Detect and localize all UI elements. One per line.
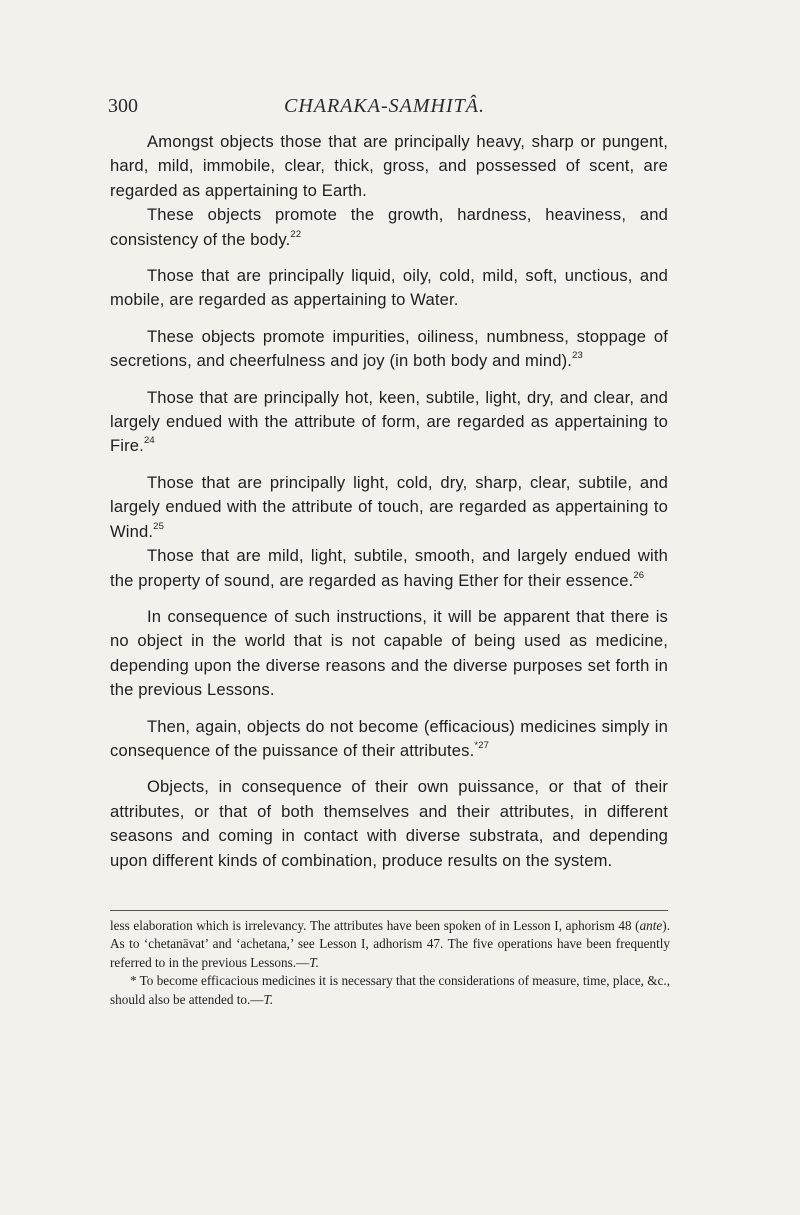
paragraph-water-effects: These objects promote impurities, oiliness, numbness, stoppage of secretions, and cheerfulness and joy (in both body and mind).$^{23}$ <box>110 326 668 371</box>
running-title: CHARAKA-SAMHITÂ. <box>284 95 485 117</box>
footnote-ref: 25 <box>153 520 165 532</box>
paragraph-fire: Those that are principally hot, keen, subtile, light, dry, and clear, and largely endued with the attribute of form, are regarded as appertaining to Fire.$^{24}$ <box>110 387 668 456</box>
footnote-ref: 22 <box>290 228 302 240</box>
paragraph-puissance: Then, again, objects do not become (efficacious) medicines simply in consequence of the puissance of their attributes.$^{*27}$ <box>110 716 668 760</box>
footnote-ref: *27 <box>474 739 490 751</box>
footnotes <box>110 917 670 1009</box>
paragraph-medicine: In consequence of such instructions, it will be apparent that there is no object in the world that is not capable of being used as medicine, depending upon the diverse reasons and the diverse purposes set forth in the previous Lessons. <box>110 606 668 700</box>
footnote-ref: 26 <box>633 569 645 581</box>
paragraph-earth-effects: These objects promote the growth, hardness, heaviness, and consistency of the body.$^{22}$ <box>110 205 668 249</box>
footnote-ref: 24 <box>143 435 155 447</box>
footnote-ref: 23 <box>572 350 583 362</box>
paragraph-water: Those that are principally liquid, oily, cold, mild, soft, unctious, and mobile, are regarded as appertaining to Water. <box>110 266 668 310</box>
footnote-divider <box>110 910 668 911</box>
page-number: 300 <box>108 95 138 117</box>
page-header <box>108 95 668 121</box>
paragraph-earth: Amongst objects those that are principally heavy, sharp or pungent, hard, mild, immobile, clear, thick, gross, and possessed of scent, are regarded as appertaining to Earth. <box>110 132 668 200</box>
paragraph-wind: Those that are principally light, cold, dry, sharp, clear, subtile, and largely endued with the attribute of touch, are regarded as appertaining to Wind.$^{25}$ <box>110 472 668 541</box>
body-text <box>110 130 668 873</box>
paragraph-objects: Objects, in consequence of their own puissance, or that of their attributes, or that of both themselves and their attributes, in different seasons and coming in contact with diverse substrata, and depending upon different kinds of combination, produce results on the system. <box>110 777 668 870</box>
paragraph-ether: Those that are mild, light, subtile, smooth, and largely endued with the property of sound, are regarded as having Ether for their essence.$^{26}$ <box>110 546 668 590</box>
footnote-continuation: less elaboration which is irrelevancy. The attributes have been spoken of in Lesson I, aphorism 48 (ante). As to ‘chetanāvat’ and ‘achetana,’ see Lesson I, adhorism 47. The five operations have been frequently referred to in the previous Lessons.—T. <box>110 918 670 970</box>
footnote-asterisk: * To become efficacious medicines it is necessary that the considerations of measure, time, place, &c., should also be attended to.—T. <box>110 973 670 1007</box>
